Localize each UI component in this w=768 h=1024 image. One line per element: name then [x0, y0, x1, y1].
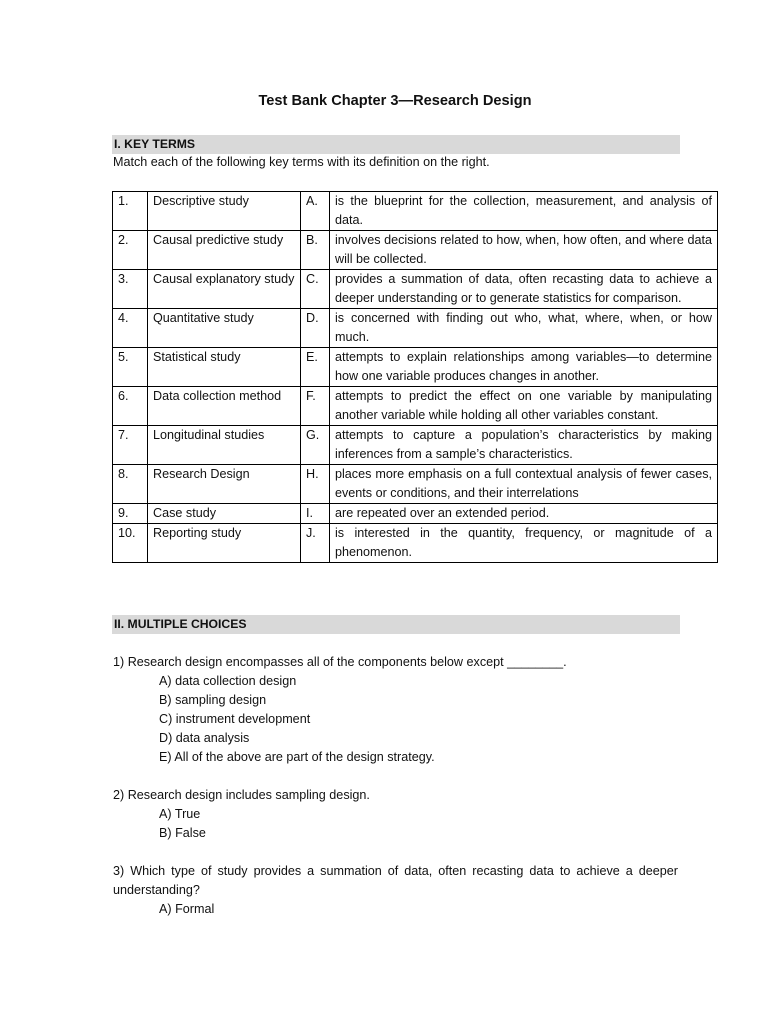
table-row — [113, 231, 718, 270]
definition-text: is interested in the quantity, frequency, or magnitude of a phenomenon. — [330, 524, 718, 563]
term-name: Causal predictive study — [148, 231, 301, 270]
definition-letter: D. — [301, 309, 330, 348]
table-row — [113, 426, 718, 465]
definition-letter: E. — [301, 348, 330, 387]
section-heading-multiple-choices: II. MULTIPLE CHOICES — [112, 615, 680, 634]
term-name: Case study — [148, 504, 301, 524]
definition-letter: I. — [301, 504, 330, 524]
answer-option: A) True — [159, 807, 201, 821]
definition-letter: J. — [301, 524, 330, 563]
term-number: 3. — [113, 270, 148, 309]
definition-letter: F. — [301, 387, 330, 426]
definition-text: attempts to predict the effect on one variable by manipulating another variable while holding all other variables constant. — [330, 387, 718, 426]
question-item — [113, 786, 678, 843]
definition-text: attempts to capture a population’s characteristics by making inferences from a sample’s characteristics. — [330, 426, 718, 465]
answer-option: E) All of the above are part of the design strategy. — [159, 750, 435, 764]
definition-text: provides a summation of data, often recasting data to achieve a deeper understanding or to generate statistics for comparison. — [330, 270, 718, 309]
answer-option: A) Formal — [159, 902, 215, 916]
definition-letter: H. — [301, 465, 330, 504]
definition-letter: B. — [301, 231, 330, 270]
term-number: 9. — [113, 504, 148, 524]
term-name: Quantitative study — [148, 309, 301, 348]
definition-text: places more emphasis on a full contextual analysis of fewer cases, events or conditions, and their interrelations — [330, 465, 718, 504]
key-terms-instructions: Match each of the following key terms with its definition on the right. — [113, 155, 490, 169]
term-name: Descriptive study — [148, 192, 301, 231]
answer-option: A) data collection design — [159, 674, 297, 688]
definition-text: involves decisions related to how, when, how often, and where data will be collected. — [330, 231, 718, 270]
table-row — [113, 504, 718, 524]
page-title: Test Bank Chapter 3—Research Design — [258, 93, 532, 109]
table-row — [113, 524, 718, 563]
table-row — [113, 387, 718, 426]
definition-letter: C. — [301, 270, 330, 309]
question-item — [113, 653, 678, 767]
question-stem: 2) Research design includes sampling design. — [113, 788, 370, 802]
term-number: 4. — [113, 309, 148, 348]
term-number: 7. — [113, 426, 148, 465]
definition-text: is concerned with finding out who, what, where, when, or how much. — [330, 309, 718, 348]
answer-option: C) instrument development — [159, 712, 311, 726]
term-number: 10. — [113, 524, 148, 563]
questions-list — [113, 653, 678, 938]
term-number: 5. — [113, 348, 148, 387]
term-name: Data collection method — [148, 387, 301, 426]
definition-text: attempts to explain relationships among variables—to determine how one variable produces changes in another. — [330, 348, 718, 387]
answer-option: B) False — [159, 826, 206, 840]
table-row — [113, 309, 718, 348]
term-number: 8. — [113, 465, 148, 504]
answer-option: D) data analysis — [159, 731, 250, 745]
question-stem: 1) Research design encompasses all of the components below except ________. — [113, 655, 567, 669]
term-name: Research Design — [148, 465, 301, 504]
term-name: Causal explanatory study — [148, 270, 301, 309]
definition-text: is the blueprint for the collection, measurement, and analysis of data. — [330, 192, 718, 231]
definition-letter: G. — [301, 426, 330, 465]
question-stem: 3) Which type of study provides a summation of data, often recasting data to achieve a deeper understanding? — [113, 864, 678, 897]
question-item — [113, 862, 678, 919]
table-row — [113, 270, 718, 309]
table-row — [113, 348, 718, 387]
term-number: 6. — [113, 387, 148, 426]
section-heading-key-terms: I. KEY TERMS — [112, 135, 680, 154]
term-name: Reporting study — [148, 524, 301, 563]
table-row — [113, 192, 718, 231]
term-number: 2. — [113, 231, 148, 270]
term-number: 1. — [113, 192, 148, 231]
term-name: Longitudinal studies — [148, 426, 301, 465]
definition-text: are repeated over an extended period. — [330, 504, 718, 524]
term-name: Statistical study — [148, 348, 301, 387]
table-row — [113, 465, 718, 504]
definition-letter: A. — [301, 192, 330, 231]
key-terms-table — [112, 191, 718, 563]
answer-option: B) sampling design — [159, 693, 267, 707]
